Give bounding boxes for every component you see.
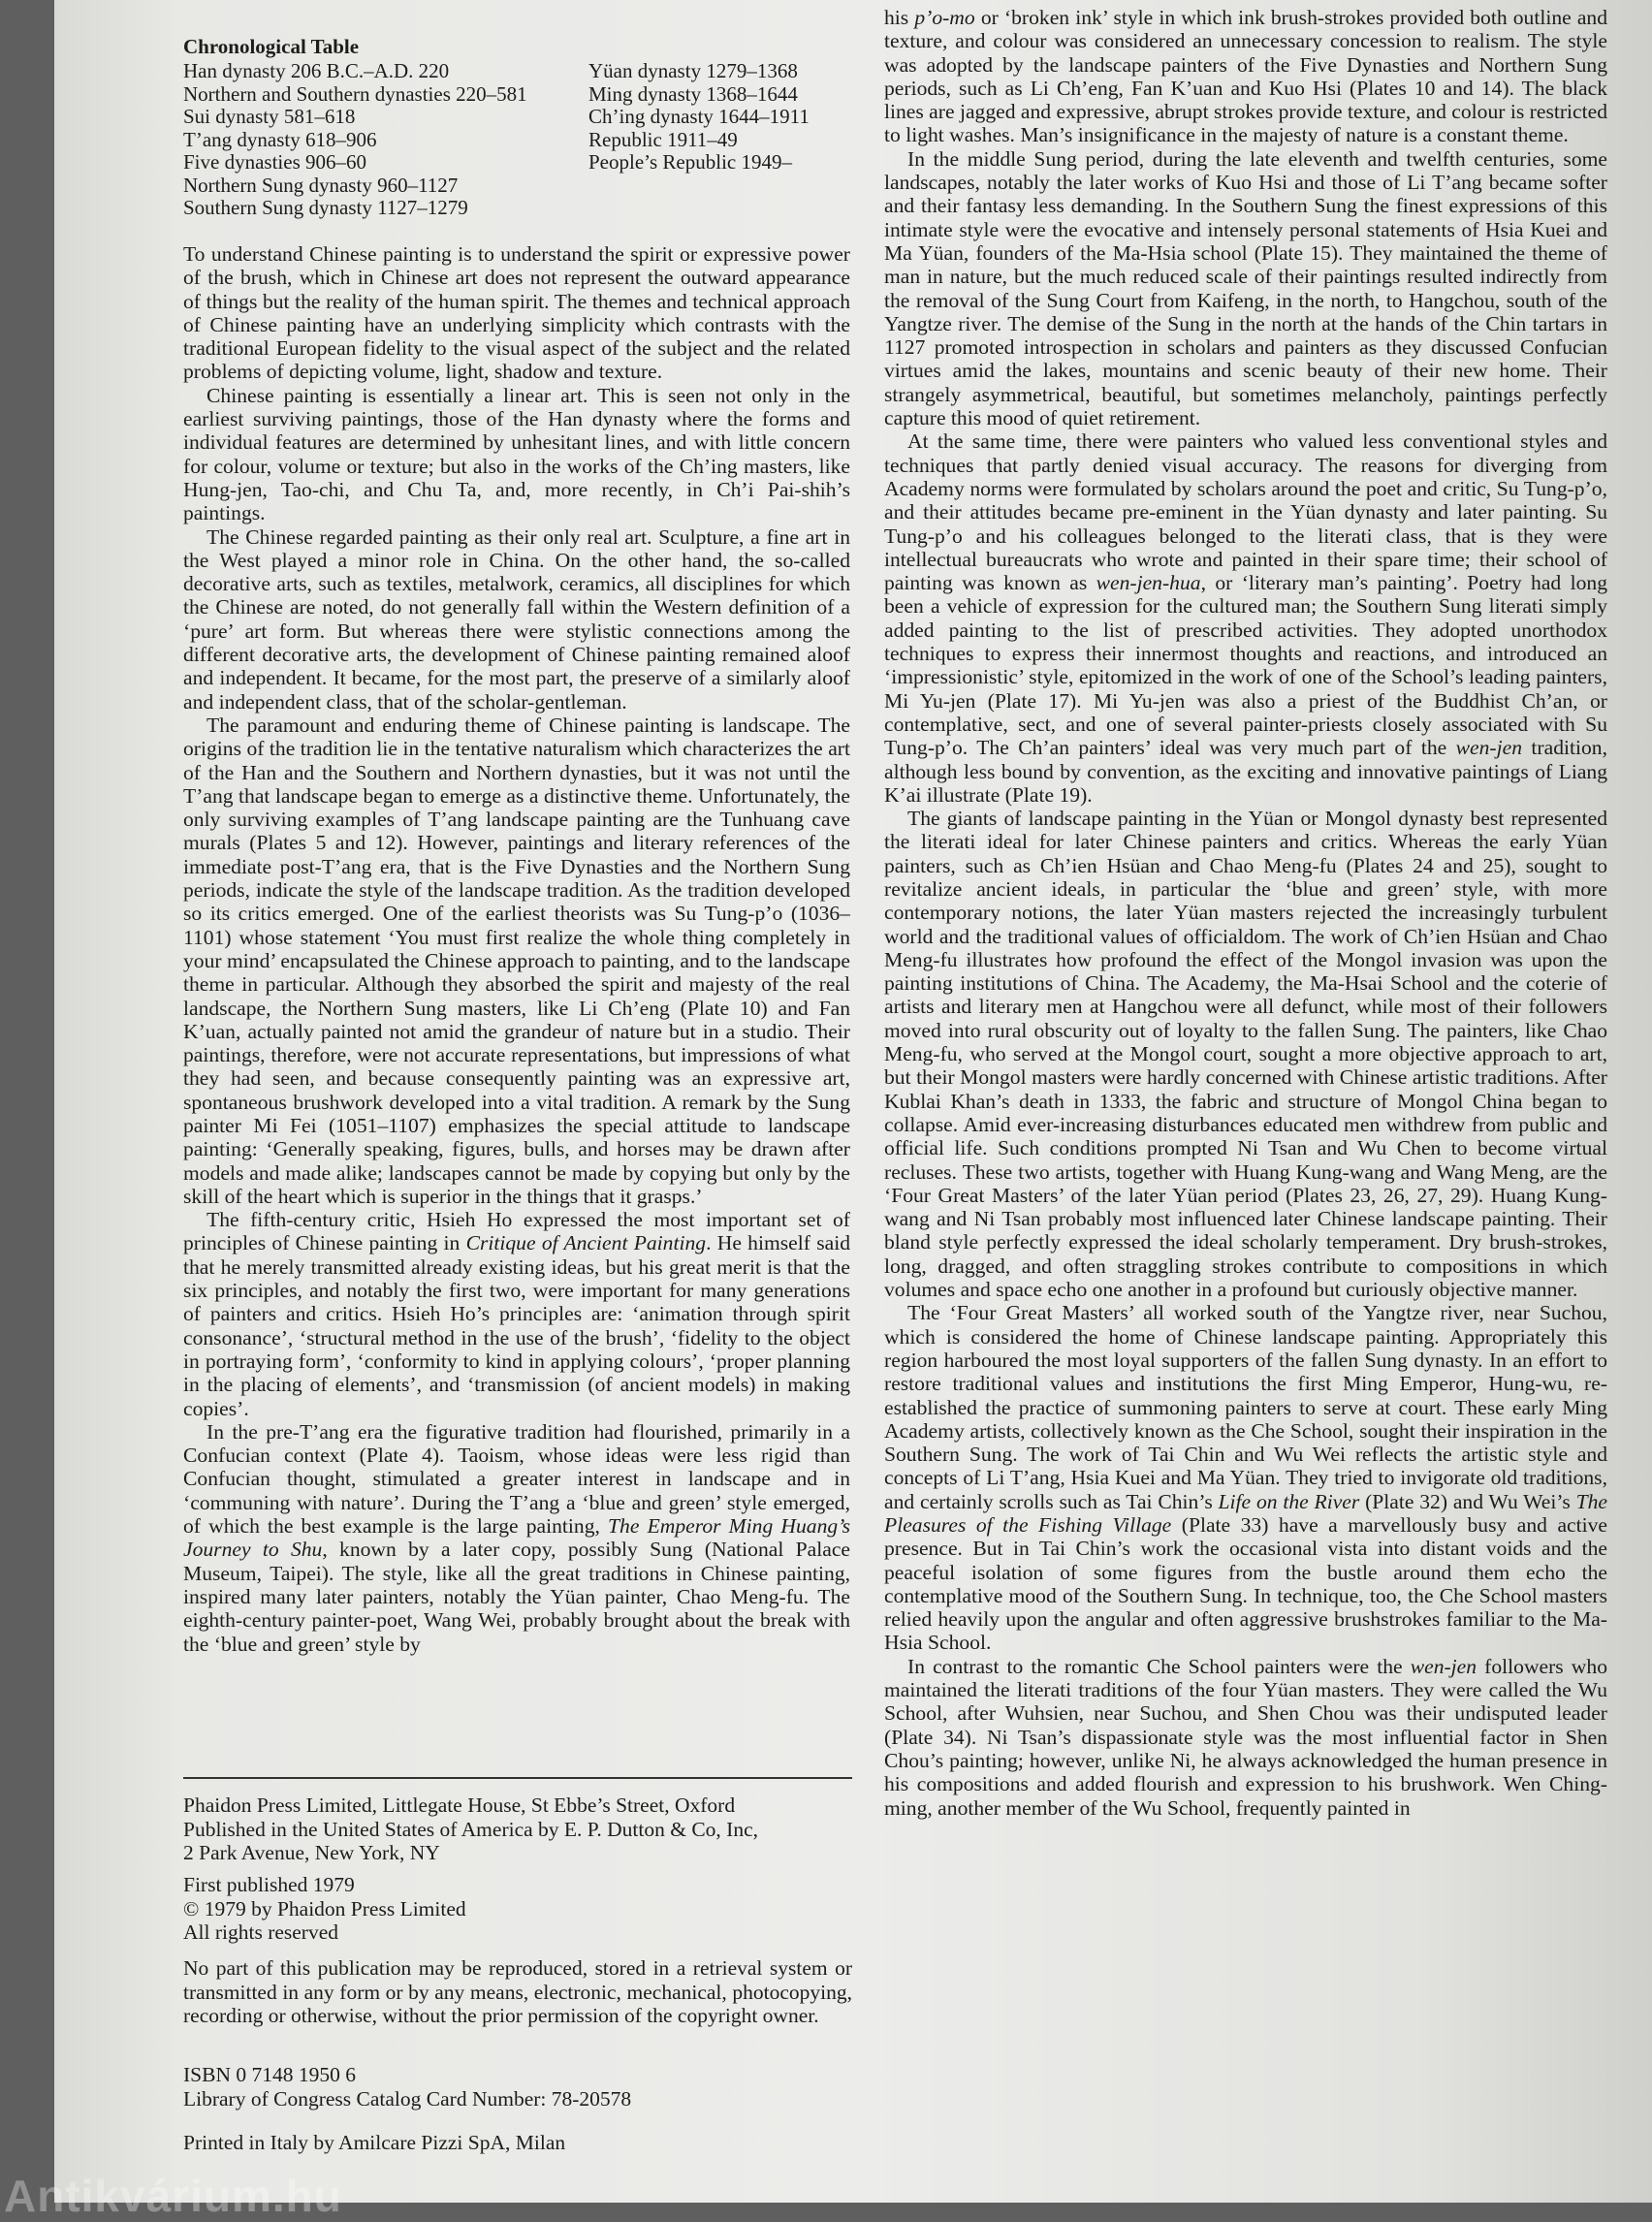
body-paragraph: To understand Chinese painting is to understand the spirit or expressive power of the brush, which in Chinese art does not represent the outward appearance of things but the reality of the human spirit. The themes and technical approach of Chinese painting have an underlying simplicity which contrasts with the traditional European fidelity to the visual aspect of the subject and the related problems of depicting volume, light, shadow and texture. — [183, 242, 850, 384]
term: wen-jen — [1455, 736, 1522, 760]
body-paragraph: In contrast to the romantic Che School painters were the wen-jen followers who maintained the literati traditions of the four Yüan masters. They were called the Wu School, after Wuhsien, near Suchou, and Shen Chou was their undisputed leader (Plate 34). Ni Tsan’s dispassionate style was the most influential factor in Shen Chou’s painting; however, unlike Ni, he always acknowledged the human presence in his compositions and added flourish and expression to his brushwork. Wen Ching-ming, another member of the Wu School, frequently painted in — [884, 1654, 1607, 1820]
term: wen-jen-hua — [1096, 571, 1201, 595]
chronology-column-2 — [588, 60, 810, 175]
chronology-entry: Northern and Southern dynasties 220–581 — [183, 81, 527, 106]
watermark: Antikvárium.hu — [4, 2171, 342, 2221]
body-paragraph: The paramount and enduring theme of Chinese painting is landscape. The origins of the tradition lie in the tentative naturalism which characterizes the art of the Han and the Southern and Northern dynasties, but it was not until the T’ang that landscape began to emerge as a distinctive theme. Unfortunately, the only surviving examples of T’ang landscape painting are the Tunhuang cave murals (Plates 5 and 12). However, paintings and literary references of the immediate post-T’ang era, that is the Five Dynasties and the Northern Sung periods, indicate the style of the landscape tradition. As the tradition developed so its critics emerged. One of the earliest theorists was Su Tung-p’o (1036–1101) whose statement ‘You must first realize the whole thing completely in your mind’ encapsulated the Chinese approach to painting, and to the landscape theme in particular. Although they absorbed the spirit and majesty of the real landscape, the Northern Sung masters, like Li Ch’eng (Plate 10) and Fan K’uan, actually painted not amid the grandeur of nature but in a studio. Their paintings, therefore, were not accurate representations, but impressions of what they had seen, and because consequently painting was an expressive art, spontaneous brushwork developed into a vital tradition. A remark by the Sung painter Mi Fei (1051–1107) emphasizes the special attitude to landscape painting: ‘Generally speaking, figures, bulls, and horses may be drawn after models and made alike; landscapes cannot be made by copying but only by the skill of the heart which is superior in the things that it grasps.’ — [183, 713, 850, 1208]
chronology-entry: Yüan dynasty 1279–1368 — [588, 59, 798, 82]
left-column-text — [183, 242, 850, 1747]
publisher-address: Phaidon Press Limited, Littlegate House, St Ebbe’s Street, Oxford Published in the United States of America by E. P. Dutton & Co, Inc, 2 Park Avenue, New York, NY — [183, 1793, 758, 1864]
chronology-entry: T’ang dynasty 618–906 — [183, 127, 377, 151]
painting-title: The Emperor Ming Huang’s Journey to Shu — [183, 1514, 850, 1562]
chronology-entry: Five dynasties 906–60 — [183, 150, 366, 174]
right-column-text — [884, 6, 1607, 2199]
chronology-entry: Southern Sung dynasty 1127–1279 — [183, 196, 468, 219]
body-paragraph: In the pre-T’ang era the figurative tradition had flourished, primarily in a Confucian context (Plate 4). Taoism, whose ideas were less rigid than Confucian thought, stimulated a greater interest in landscape and in ‘communing with nature’. During the T’ang a ‘blue and green’ style emerged, of which the best example is the large painting, The Emperor Ming Huang’s Journey to Shu, known by a later copy, possibly Sung (National Palace Museum, Taipei). The style, like all the great traditions in Chinese painting, inspired many later painters, notably the Yüan painter, Chao Meng-fu. The eighth-century painter-poet, Wang Wei, probably brought about the break with the ‘blue and green’ style by — [183, 1419, 850, 1656]
painting-title: The Pleasures of the Fishing Village — [884, 1489, 1607, 1537]
book-page — [54, 0, 1652, 2203]
body-paragraph: The Chinese regarded painting as their only real art. Sculpture, a fine art in the West played a minor role in China. On the other hand, the so-called decorative arts, such as textiles, metalwork, ceramics, all disciplines for which the Chinese are noted, do not generally fall within the Western definition of a ‘pure’ art form. But whereas there were stylistic connections among the different decorative arts, the development of Chinese painting remained aloof and independent. It became, for the most part, the preserve of a similarly aloof and independent class, that of the scholar-gentleman. — [183, 524, 850, 714]
book-title: Critique of Ancient Painting — [465, 1231, 707, 1255]
divider-rule — [183, 1777, 852, 1779]
body-paragraph: In the middle Sung period, during the late eleventh and twelfth centuries, some landscapes, notably the later works of Kuo Hsi and those of Li T’ang became softer and their fantasy less demanding. In the Southern Sung the finest expressions of this intimate style were the evocative and intensely personal statements of Hsia Kuei and Ma Yüan, founders of the Ma-Hsia school (Plate 15). They maintained the theme of man in nature, but the much reduced scale of their paintings resulted indirectly from the removal of the Sung Court from Kaifeng, in the north, to Hangchou, south of the Yangtze river. The demise of the Sung in the north at the hands of the Chin tartars in 1127 promoted introspection in scholars and painters as they discussed Confucian virtues amid the lakes, mountains and scenic beauty of their new home. Their strangely asymmetrical, beautiful, but sometimes melancholy, paintings perfectly capture this mood of quiet retirement. — [884, 146, 1607, 430]
body-paragraph: The fifth-century critic, Hsieh Ho expressed the most important set of principles of Chinese painting in Critique of Ancient Painting. He himself said that he merely transmitted already existing ideas, but his great merit is that the six principles, and notably the first two, were important for many generations of painters and critics. Hsieh Ho’s principles are: ‘animation through spirit consonance’, ‘structural method in the use of the brush’, ‘fidelity to the object in portraying form’, ‘conformity to kind in applying colours’, ‘proper planning in the placing of elements’, and ‘transmission (of ancient models) in making copies’. — [183, 1208, 850, 1420]
rights-notice: No part of this publication may be reproduced, stored in a retrieval system or transmitted in any form or by any means, electronic, mechanical, photocopying, recording or otherwise, without the prior permission of the copyright owner. — [183, 1956, 852, 2027]
chronology-entry: Ch’ing dynasty 1644–1911 — [588, 105, 810, 128]
term: p’o-mo — [914, 6, 975, 29]
chronology-entry: Northern Sung dynasty 960–1127 — [183, 173, 459, 197]
printer-info: Printed in Italy by Amilcare Pizzi SpA, Milan — [183, 2131, 566, 2154]
body-paragraph: Chinese painting is essentially a linear art. This is seen not only in the earliest surviving paintings, those of the Han dynasty where the forms and individual features are determined by unhesitant lines, and with little concern for colour, volume or texture; but also in the works of the Ch’ing masters, like Hung-jen, Tao-chi, and Chu Ta, and, more recently, in Ch’i Pai-shih’s paintings. — [183, 383, 850, 525]
body-paragraph: At the same time, there were painters who valued less conventional styles and techniques that partly denied visual accuracy. The reasons for diverging from Academy norms were formulated by scholars around the poet and critic, Su Tung-p’o, and their attitudes became pre-eminent in the Yüan dynasty and later painting. Su Tung-p’o and his colleagues belonged to the literati class, that is they were intellectual bureaucrats who wrote and painted in their spare time; their school of painting was known as wen-jen-hua, or ‘literary man’s painting’. Poetry had long been a vehicle of expression for the cultured man; the Southern Sung literati simply added painting to the list of prescribed activities. They adopted unorthodox techniques to express their innermost thoughts and reactions, and introduced an ‘impressionistic’ style, epitomized in the work of one of the School’s leading painters, Mi Yu-jen (Plate 17). Mi Yu-jen was also a priest of the Buddhist Ch’an, or contemplative, sect, and one of several painter-priests closely associated with Su Tung-p’o. The Ch’an painters’ ideal was very much part of the wen-jen tradition, although less bound by convention, as the exciting and innovative paintings of Liang K’ai illustrate (Plate 19). — [884, 429, 1607, 807]
edition-notice: First published 1979 © 1979 by Phaidon Press Limited All rights reserved — [183, 1873, 466, 1944]
catalog-info: ISBN 0 7148 1950 6 Library of Congress Catalog Card Number: 78-20578 — [183, 2063, 632, 2111]
body-paragraph: The giants of landscape painting in the Yüan or Mongol dynasty best represented the literati ideal for later Chinese painters and critics. Whereas the early Yüan painters, such as Ch’ien Hsüan and Chao Meng-fu (Plates 24 and 25), sought to revitalize ancient ideals, in particular the ‘blue and green’ style, with more contemporary notions, the later Yüan masters rejected the increasingly turbulent world and the traditional values of officialdom. The work of Ch’ien Hsüan and Chao Meng-fu illustrates how profound the effect of the Mongol invasion was upon the painting institutions of China. The Academy, the Ma-Hsai School and the coterie of artists and literary men at Hangchou were all defunct, while most of their followers moved into rural obscurity out of loyalty to the fallen Sung. The painters, like Chao Meng-fu, who served at the Mongol court, sought a more objective approach to art, but their Mongol masters were hardly concerned with Chinese artistic traditions. After Kublai Khan’s death in 1333, the fabric and structure of Mongol China began to collapse. Amid ever-increasing disturbances educated men withdrew from public and official life. Such conditions prompted Ni Tsan and Wu Chen to become virtual recluses. These two artists, together with Huang Kung-wang and Wang Meng, are the ‘Four Great Masters’ of the later Yüan period (Plates 23, 26, 27, 29). Huang Kung-wang and Ni Tsan probably most influenced later Chinese landscape painting. Their bland style perfectly expressed the ideal scholarly temperament. Dry brush-strokes, long, dragged, and often straggling strokes contribute to compositions in which volumes and space echo one another in a profound but curiously objective manner. — [884, 807, 1607, 1302]
chronology-title: Chronological Table — [183, 35, 360, 58]
chronology-entry: Republic 1911–49 — [588, 127, 738, 151]
chronology-entry: People’s Republic 1949– — [588, 150, 792, 174]
body-paragraph: The ‘Four Great Masters’ all worked south of the Yangtze river, near Suchou, which is considered the home of Chinese landscape painting. Appropriately this region harboured the most loyal supporters of the fallen Sung dynasty. In an effort to restore traditional values and institutions the first Ming Emperor, Hung-wu, re-established the practice of summoning painters to serve at court. These early Ming Academy artists, collectively known as the Che School, sought their inspiration in the Southern Sung. The work of Tai Chin and Wu Wei reflects the artistic style and concepts of Li T’ang, Hsia Kuei and Ma Yüan. They tried to invigorate old traditions, and certainly scrolls such as Tai Chin’s Life on the River (Plate 32) and Wu Wei’s The Pleasures of the Fishing Village (Plate 33) have a marvellously busy and active presence. But in Tai Chin’s work the occasional vista into distant voids and the peaceful isolation of some figures from the bustle around them echo the contemplative mood of the Southern Sung. In technique, too, the Che School masters relied heavily upon the angular and often aggressive brushstrokes familiar to the Ma-Hsia School. — [884, 1301, 1607, 1655]
chronology-entry: Han dynasty 206 B.C.–A.D. 220 — [183, 59, 450, 82]
painting-title: Life on the River — [1218, 1489, 1360, 1513]
chronology-entry: Sui dynasty 581–618 — [183, 105, 356, 128]
body-paragraph: his p’o-mo or ‘broken ink’ style in which ink brush-strokes provided both outline and texture, and colour was considered an unnecessary concession to realism. The style was adopted by the landscape painters of the Five Dynasties and Northern Sung periods, such as Li Ch’eng, Fan K’uan and Kuo Hsi (Plates 10 and 14). The black lines are jagged and expressive, abrupt strokes provide texture, and colour is restricted to light washes. Man’s insignificance in the majesty of nature is a constant theme. — [884, 6, 1607, 147]
chronology-entry: Ming dynasty 1368–1644 — [588, 81, 798, 106]
term: wen-jen — [1410, 1654, 1477, 1678]
chronology-column-1 — [183, 60, 527, 220]
